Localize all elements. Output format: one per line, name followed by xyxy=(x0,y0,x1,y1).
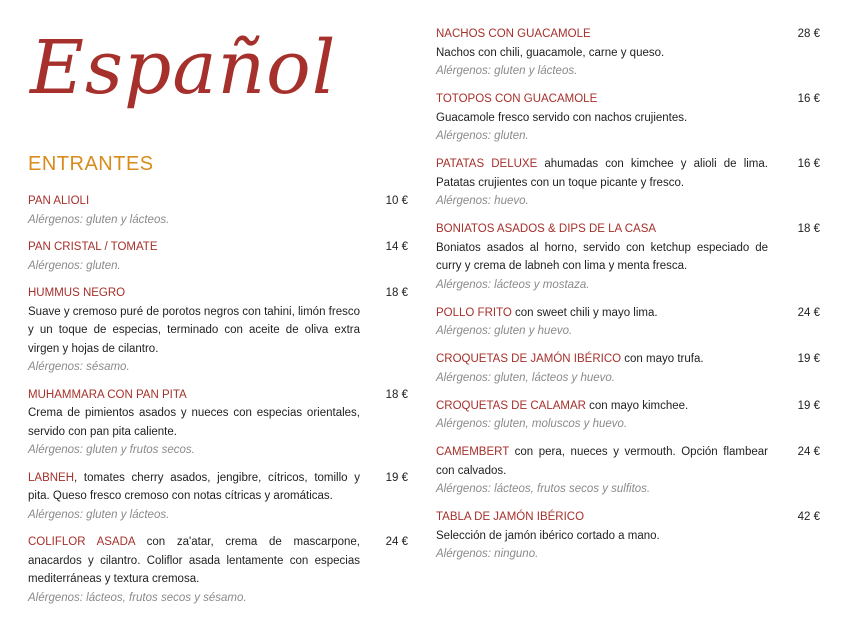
item-name: POLLO FRITO xyxy=(436,306,512,319)
item-allergens: Alérgenos: gluten y lácteos. xyxy=(28,213,170,226)
item-text xyxy=(436,443,768,480)
item-price: 16 € xyxy=(797,93,820,105)
item-allergens: Alérgenos: lácteos, frutos secos y sulfitos. xyxy=(436,483,651,495)
menu-item xyxy=(436,304,820,341)
menu-item xyxy=(436,155,820,211)
item-name: TOTOPOS CON GUACAMOLE xyxy=(436,93,598,105)
menu-item xyxy=(28,533,408,607)
item-allergens: Alérgenos: gluten y lácteos. xyxy=(436,65,578,77)
item-description: Selección de jamón ibérico cortado a mano. xyxy=(436,529,660,542)
item-price: 18 € xyxy=(797,223,820,235)
item-price: 19 € xyxy=(385,471,408,484)
section-heading: ENTRANTES xyxy=(28,153,154,175)
item-description: ahumadas con kimchee y alioli de lima. Patatas crujientes con un toque picante y fresco. xyxy=(436,158,768,189)
item-name: PAN ALIOLI xyxy=(28,195,90,207)
item-price: 14 € xyxy=(385,241,408,253)
menu-item xyxy=(436,508,820,564)
item-text xyxy=(28,533,360,589)
item-description: Suave y cremoso puré de porotos negros con tahini, limón fresco y un toque de especias, terminado con aceite de oliva extra virgen y hojas de cilantro. xyxy=(28,305,360,355)
item-price: 28 € xyxy=(797,28,820,40)
item-text xyxy=(28,469,360,506)
item-price: 10 € xyxy=(385,195,408,207)
item-price: 18 € xyxy=(385,287,408,299)
item-allergens: Alérgenos: sésamo. xyxy=(28,361,130,373)
item-allergens: Alérgenos: gluten y frutos secos. xyxy=(28,444,195,456)
item-name: LABNEH xyxy=(28,471,75,484)
menu-item xyxy=(28,192,408,229)
item-description: con sweet chili y mayo lima. xyxy=(511,306,658,319)
menu-item xyxy=(436,220,820,294)
menu-title: Español xyxy=(30,25,337,111)
item-description: Guacamole fresco servido con nachos crujientes. xyxy=(436,111,688,124)
menu-item xyxy=(28,386,408,460)
item-price: 24 € xyxy=(385,536,408,548)
menu-item xyxy=(28,284,408,377)
item-allergens: Alérgenos: gluten, lácteos y huevo. xyxy=(436,371,616,384)
item-name: NACHOS CON GUACAMOLE xyxy=(436,28,591,40)
menu-item xyxy=(28,238,408,275)
item-text xyxy=(436,155,768,192)
item-price: 16 € xyxy=(797,158,820,170)
item-name: TABLA DE JAMÓN IBÉRICO xyxy=(436,511,585,523)
item-name: PATATAS DELUXE xyxy=(436,158,538,170)
item-price: 42 € xyxy=(797,511,820,523)
menu-item xyxy=(436,90,820,146)
item-description: con pera, nueces y vermouth. Opción flambear con calvados. xyxy=(436,446,768,477)
item-name: CROQUETAS DE JAMÓN IBÉRICO xyxy=(436,353,622,365)
item-name: CAMEMBERT xyxy=(436,446,510,458)
item-description: , tomates cherry asados, jengibre, cítricos, tomillo y pita. Queso fresco cremoso con notas cítricas y aromáticas. xyxy=(28,471,360,502)
item-price: 18 € xyxy=(385,388,408,401)
item-description: Crema de pimientos asados y nueces con especias orientales, servido con pan pita caliente. xyxy=(28,407,360,438)
menu-item xyxy=(436,397,820,434)
item-allergens: Alérgenos: gluten, moluscos y huevo. xyxy=(436,418,628,430)
item-description: Nachos con chili, guacamole, carne y queso. xyxy=(436,46,665,59)
right-column xyxy=(436,25,820,573)
item-description: con mayo trufa. xyxy=(621,353,704,365)
menu-item xyxy=(436,443,820,499)
item-price: 19 € xyxy=(797,353,820,365)
item-text xyxy=(436,304,768,323)
menu-item xyxy=(436,350,820,387)
item-text xyxy=(436,397,768,416)
left-column xyxy=(28,192,408,616)
item-allergens: Alérgenos: lácteos y mostaza. xyxy=(436,278,590,291)
item-name: CROQUETAS DE CALAMAR xyxy=(436,399,586,412)
item-name: PAN CRISTAL / TOMATE xyxy=(28,241,158,253)
item-allergens: Alérgenos: gluten. xyxy=(28,259,121,272)
item-text xyxy=(436,350,768,369)
item-description: con mayo kimchee. xyxy=(585,399,689,412)
menu-item xyxy=(436,25,820,81)
item-name: COLIFLOR ASADA xyxy=(28,536,135,548)
item-allergens: Alérgenos: ninguno. xyxy=(436,548,539,560)
item-allergens: Alérgenos: gluten y huevo. xyxy=(436,325,573,337)
item-allergens: Alérgenos: gluten y lácteos. xyxy=(28,508,170,521)
item-allergens: Alérgenos: gluten. xyxy=(436,130,529,142)
item-name: HUMMUS NEGRO xyxy=(28,287,126,299)
item-price: 24 € xyxy=(797,306,820,319)
item-price: 19 € xyxy=(797,399,820,412)
item-price: 24 € xyxy=(797,446,820,458)
item-description: Boniatos asados al horno, servido con ketchup especiado de curry y crema de labneh con lima y menta fresca. xyxy=(436,241,768,272)
item-allergens: Alérgenos: lácteos, frutos secos y sésamo. xyxy=(28,591,247,604)
item-name: MUHAMMARA CON PAN PITA xyxy=(28,388,187,401)
item-name: BONIATOS ASADOS & DIPS DE LA CASA xyxy=(436,223,657,235)
item-description: con za'atar, crema de mascarpone, anacardos y cilantro. Coliflor asada lentamente con especias mediterráneas y textura cremosa. xyxy=(28,536,360,585)
menu-item xyxy=(28,469,408,525)
item-allergens: Alérgenos: huevo. xyxy=(436,195,529,207)
